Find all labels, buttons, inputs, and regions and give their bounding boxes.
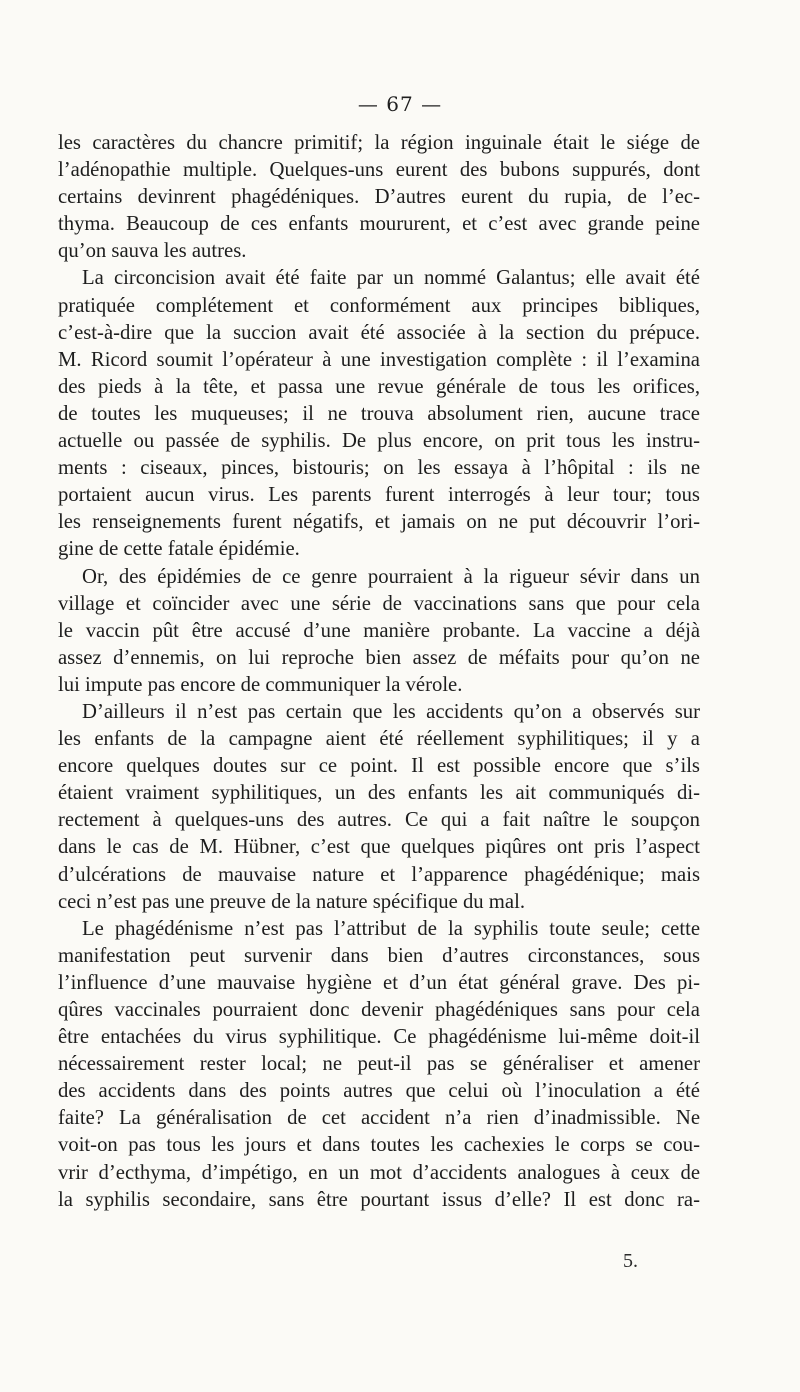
text-line: rectement à quelques-uns des autres. Ce qui a fait naître le soupçon (58, 809, 700, 832)
text-line: la syphilis secondaire, sans être pourtant issus d’elle? Il est donc ra- (58, 1188, 700, 1211)
text-line: pratiquée complétement et conformément aux principes bibliques, (58, 294, 700, 317)
text-line: thyma. Beaucoup de ces enfants moururent, et c’est avec grande peine (58, 213, 700, 236)
text-line: assez d’ennemis, on lui reproche bien assez de méfaits pour qu’on ne (58, 646, 700, 669)
text-line: manifestation peut survenir dans bien d’autres circonstances, sous (58, 944, 700, 967)
text-line: Le phagédénisme n’est pas l’attribut de la syphilis toute seule; cette (82, 917, 700, 940)
text-line: ceci n’est pas une preuve de la nature spécifique du mal. (58, 890, 525, 913)
text-line: gine de cette fatale épidémie. (58, 538, 300, 561)
text-line: les caractères du chancre primitif; la région inguinale était le siége de (58, 132, 700, 154)
signature-mark: 5. (623, 1250, 638, 1272)
text-line: faite? La généralisation de cet accident n’a rien d’inadmissible. Ne (58, 1107, 700, 1130)
text-line: M. Ricord soumit l’opérateur à une investigation complète : il l’examina (58, 348, 700, 371)
text-line: étaient vraiment syphilitiques, un des enfants les ait communiqués di- (58, 782, 700, 805)
text-line: des accidents dans des points autres que celui où l’inoculation a été (58, 1080, 700, 1103)
text-line: encore quelques doutes sur ce point. Il est possible encore que s’ils (58, 755, 700, 778)
text-line: portaient aucun virus. Les parents furent interrogés à leur tour; tous (58, 484, 700, 507)
text-line: actuelle ou passée de syphilis. De plus encore, on prit tous les instru- (58, 430, 700, 453)
text-line: le vaccin pût être accusé d’une manière probante. La vaccine a déjà (58, 619, 700, 642)
text-line: qu’on sauva les autres. (58, 240, 247, 263)
text-line: Or, des épidémies de ce genre pourraient à la rigueur sévir dans un (82, 565, 700, 588)
text-line: être entachées du virus syphilitique. Ce phagédénisme lui-même doit-il (58, 1026, 700, 1049)
text-line: dans le cas de M. Hübner, c’est que quelques piqûres ont pris l’aspect (58, 836, 700, 859)
text-line: de toutes les muqueuses; il ne trouva absolument rien, aucune trace (58, 402, 700, 425)
text-line: qûres vaccinales pourraient donc devenir phagédéniques sans pour cela (58, 999, 700, 1021)
text-line: village et coïncider avec une série de vaccinations sans que pour cela (58, 592, 700, 615)
text-line: D’ailleurs il n’est pas certain que les accidents qu’on a observés sur (82, 700, 700, 723)
text-line: les enfants de la campagne aient été réellement syphilitiques; il y a (58, 728, 700, 751)
text-line: lui impute pas encore de communiquer la vérole. (58, 673, 463, 696)
text-line: nécessairement rester local; ne peut-il pas se généraliser et amener (58, 1053, 700, 1076)
text-line: La circoncision avait été faite par un nommé Galantus; elle avait été (82, 267, 700, 290)
text-line: des pieds à la tête, et passa une revue générale de tous les orifices, (58, 375, 700, 398)
text-line: l’adénopathie multiple. Quelques-uns eurent des bubons suppurés, dont (58, 159, 700, 182)
body-text (58, 130, 700, 1214)
text-line: d’ulcérations de mauvaise nature et l’apparence phagédénique; mais (58, 863, 700, 886)
text-line: l’influence d’une mauvaise hygiène et d’un état général grave. Des pi- (58, 971, 700, 994)
text-line: voit-on pas tous les jours et dans toutes les cachexies le corps se cou- (58, 1134, 700, 1157)
text-line: c’est-à-dire que la succion avait été associée à la section du prépuce. (58, 321, 700, 344)
text-line: ments : ciseaux, pinces, bistouris; on les essaya à l’hôpital : ils ne (58, 457, 700, 480)
text-line: certains devinrent phagédéniques. D’autres eurent du rupia, de l’ec- (58, 186, 700, 209)
text-line: vrir d’ecthyma, d’impétigo, en un mot d’accidents analogues à ceux de (58, 1161, 700, 1184)
page-number: — 67 — (357, 92, 443, 116)
text-line: les renseignements furent négatifs, et jamais on ne put découvrir l’ori- (58, 511, 700, 534)
